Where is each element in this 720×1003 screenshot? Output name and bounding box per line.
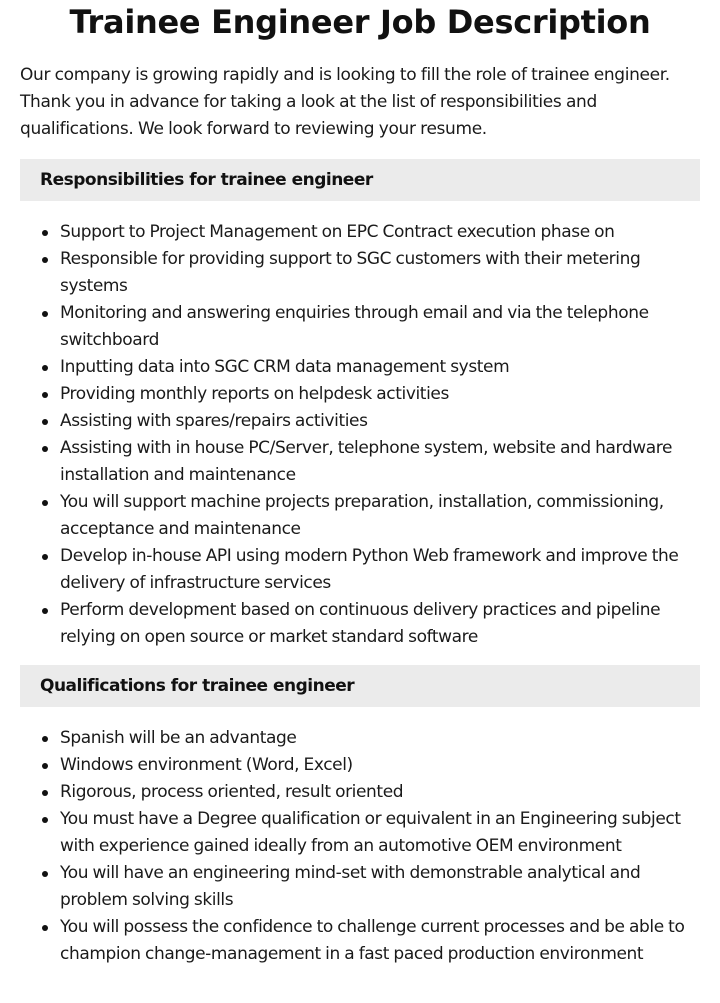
responsibilities-list — [20, 219, 700, 651]
list-item: Monitoring and answering enquiries through email and via the telephone switchboard — [60, 300, 700, 354]
list-item: Windows environment (Word, Excel) — [60, 752, 700, 779]
intro-paragraph: Our company is growing rapidly and is looking to fill the role of trainee engineer. Thank you in advance for taking a look at the list of responsibilities and qualifications. We look forward to reviewing your resume. — [20, 65, 670, 139]
list-item: Rigorous, process oriented, result oriented — [60, 779, 700, 806]
list-item: Inputting data into SGC CRM data management system — [60, 354, 700, 381]
list-item: Support to Project Management on EPC Contract execution phase on — [60, 219, 700, 246]
list-item: You will possess the confidence to challenge current processes and be able to champion change-management in a fast paced production environment — [60, 914, 700, 968]
qualifications-heading: Qualifications for trainee engineer — [20, 665, 700, 707]
page-title: Trainee Engineer Job Description — [69, 3, 651, 41]
responsibilities-heading: Responsibilities for trainee engineer — [20, 159, 700, 201]
list-item: Perform development based on continuous delivery practices and pipeline relying on open source or market standard software — [60, 597, 700, 651]
list-item: Spanish will be an advantage — [60, 725, 700, 752]
list-item: You will have an engineering mind-set with demonstrable analytical and problem solving skills — [60, 860, 700, 914]
qualifications-list — [20, 725, 700, 968]
list-item: Responsible for providing support to SGC customers with their metering systems — [60, 246, 700, 300]
list-item: Develop in-house API using modern Python Web framework and improve the delivery of infrastructure services — [60, 543, 700, 597]
list-item: You must have a Degree qualification or equivalent in an Engineering subject with experience gained ideally from an automotive OEM environment — [60, 806, 700, 860]
list-item: Assisting with spares/repairs activities — [60, 408, 700, 435]
list-item: Assisting with in house PC/Server, telephone system, website and hardware installation and maintenance — [60, 435, 700, 489]
list-item: You will support machine projects preparation, installation, commissioning, acceptance and maintenance — [60, 489, 700, 543]
list-item: Providing monthly reports on helpdesk activities — [60, 381, 700, 408]
